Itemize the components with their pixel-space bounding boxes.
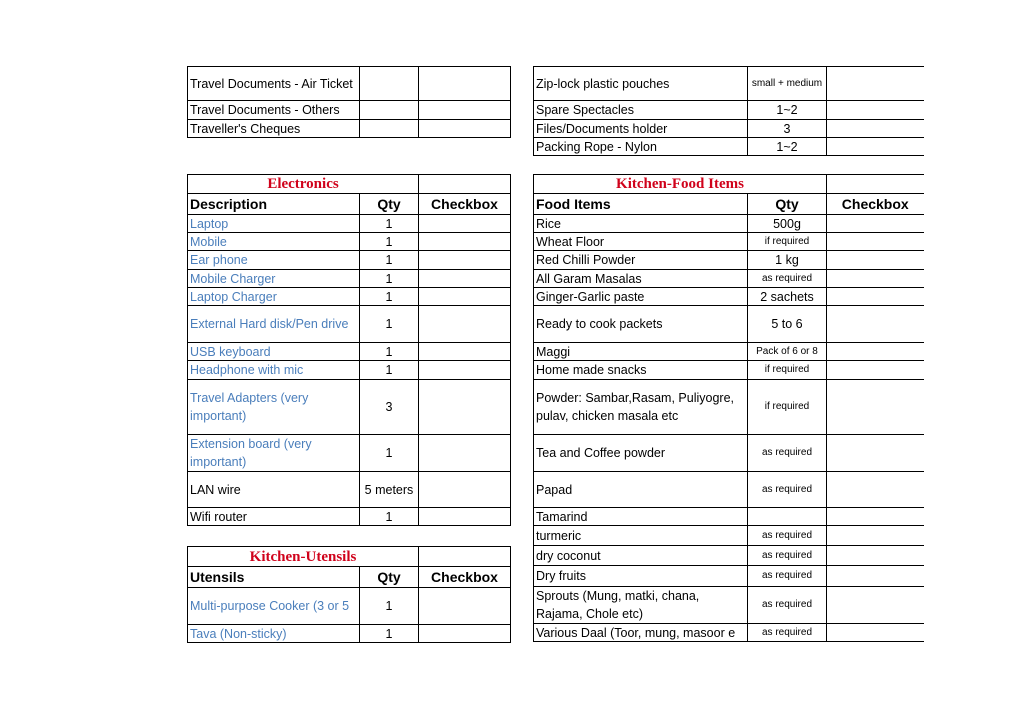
description-cell: Files/Documents holder: [534, 120, 748, 138]
checkbox-cell[interactable]: [827, 215, 924, 233]
checkbox-cell[interactable]: [827, 508, 924, 526]
table-row: [188, 67, 511, 101]
qty-cell: if required: [748, 361, 827, 380]
description-cell: Travel Adapters (very important): [188, 380, 360, 435]
checkbox-cell[interactable]: [827, 233, 924, 251]
kitchen-food-table: [533, 174, 924, 642]
checkbox-cell[interactable]: [419, 101, 511, 120]
table-row: [534, 587, 924, 624]
table-row: [188, 288, 511, 306]
qty-cell: Pack of 6 or 8: [748, 343, 827, 361]
checkbox-cell[interactable]: [419, 67, 511, 101]
description-cell: Spare Spectacles: [534, 101, 748, 120]
qty-cell: if required: [748, 233, 827, 251]
travel-docs-table: [187, 66, 511, 138]
qty-cell: 5 meters: [360, 472, 419, 508]
checkbox-cell[interactable]: [419, 233, 511, 251]
checkbox-cell[interactable]: [827, 435, 924, 472]
table-row: [534, 361, 924, 380]
kitchen-utensils-table: [187, 546, 511, 643]
checkbox-cell[interactable]: [419, 288, 511, 306]
checkbox-cell[interactable]: [419, 343, 511, 361]
table-row: [534, 546, 924, 566]
table-row: [188, 472, 511, 508]
table-row: [188, 233, 511, 251]
qty-cell: 1: [360, 508, 419, 526]
checkbox-cell[interactable]: [827, 343, 924, 361]
checkbox-cell[interactable]: [827, 101, 924, 120]
checkbox-cell[interactable]: [827, 138, 924, 156]
description-cell: LAN wire: [188, 472, 360, 508]
table-row: [188, 588, 511, 625]
table-row: [188, 625, 511, 643]
description-cell: Ginger-Garlic paste: [534, 288, 748, 306]
description-cell: Headphone with mic: [188, 361, 360, 380]
description-header: Food Items: [534, 194, 748, 215]
table-row: [188, 508, 511, 526]
qty-cell: [360, 67, 419, 101]
checkbox-cell[interactable]: [419, 435, 511, 472]
description-cell: Traveller's Cheques: [188, 120, 360, 138]
qty-cell: as required: [748, 566, 827, 587]
qty-cell: 1: [360, 361, 419, 380]
description-cell: Dry fruits: [534, 566, 748, 587]
qty-cell: as required: [748, 270, 827, 288]
table-row: [188, 120, 511, 138]
qty-cell: 1: [360, 233, 419, 251]
description-cell: Papad: [534, 472, 748, 508]
qty-cell: 1: [360, 251, 419, 270]
table-row: [534, 624, 924, 642]
qty-cell: 1 kg: [748, 251, 827, 270]
table-row: [534, 380, 924, 435]
qty-cell: 1: [360, 588, 419, 625]
table-row: [188, 435, 511, 472]
qty-cell: 1: [360, 343, 419, 361]
checkbox-cell[interactable]: [419, 120, 511, 138]
table-row: [188, 215, 511, 233]
checkbox-header: Checkbox: [827, 194, 924, 215]
checkbox-cell[interactable]: [827, 251, 924, 270]
qty-cell: as required: [748, 435, 827, 472]
electronics-table: [187, 174, 511, 526]
description-cell: Powder: Sambar,Rasam, Puliyogre, pulav, chicken masala etc: [534, 380, 748, 435]
qty-cell: 5 to 6: [748, 306, 827, 343]
title-spacer-cell: [827, 175, 924, 194]
description-cell: Sprouts (Mung, matki, chana, Rajama, Chole etc): [534, 587, 748, 624]
table-row: [534, 435, 924, 472]
table-row: [188, 343, 511, 361]
checkbox-cell[interactable]: [827, 546, 924, 566]
section-title-row: [188, 175, 511, 194]
qty-cell: as required: [748, 587, 827, 624]
qty-cell: 1: [360, 270, 419, 288]
table-row: [534, 566, 924, 587]
checkbox-cell[interactable]: [419, 251, 511, 270]
description-header: Utensils: [188, 567, 360, 588]
description-cell: Wifi router: [188, 508, 360, 526]
checkbox-cell[interactable]: [827, 361, 924, 380]
description-cell: Extension board (very important): [188, 435, 360, 472]
description-cell: All Garam Masalas: [534, 270, 748, 288]
qty-cell: 1: [360, 306, 419, 343]
checkbox-cell[interactable]: [827, 288, 924, 306]
description-cell: Ready to cook packets: [534, 306, 748, 343]
checkbox-cell[interactable]: [827, 566, 924, 587]
table-row: [534, 508, 924, 526]
checkbox-cell[interactable]: [827, 67, 924, 101]
checkbox-cell[interactable]: [419, 508, 511, 526]
checkbox-cell[interactable]: [827, 624, 924, 642]
qty-header: Qty: [360, 194, 419, 215]
checkbox-cell[interactable]: [827, 306, 924, 343]
qty-cell: [748, 508, 827, 526]
description-cell: turmeric: [534, 526, 748, 546]
description-cell: Tava (Non-sticky): [188, 625, 360, 643]
checkbox-cell[interactable]: [419, 625, 511, 643]
description-cell: Home made snacks: [534, 361, 748, 380]
checkbox-cell[interactable]: [827, 270, 924, 288]
checkbox-cell[interactable]: [419, 380, 511, 435]
table-row: [188, 251, 511, 270]
title-spacer-cell: [419, 175, 511, 194]
table-row: [534, 233, 924, 251]
qty-cell: as required: [748, 624, 827, 642]
table-row: [534, 526, 924, 546]
description-header: Description: [188, 194, 360, 215]
title-spacer-cell: [419, 547, 511, 567]
checkbox-cell[interactable]: [419, 588, 511, 625]
description-cell: Mobile: [188, 233, 360, 251]
qty-cell: 1: [360, 435, 419, 472]
qty-cell: 1~2: [748, 101, 827, 120]
qty-cell: if required: [748, 380, 827, 435]
checkbox-header: Checkbox: [419, 567, 511, 588]
description-cell: dry coconut: [534, 546, 748, 566]
qty-cell: 1: [360, 625, 419, 643]
description-cell: Red Chilli Powder: [534, 251, 748, 270]
description-cell: Ear phone: [188, 251, 360, 270]
kitchen-food-title: Kitchen-Food Items: [534, 175, 827, 194]
checkbox-header: Checkbox: [419, 194, 511, 215]
qty-cell: 500g: [748, 215, 827, 233]
qty-header: Qty: [360, 567, 419, 588]
description-cell: Tea and Coffee powder: [534, 435, 748, 472]
qty-cell: [360, 120, 419, 138]
table-row: [534, 288, 924, 306]
table-row: [188, 306, 511, 343]
qty-cell: as required: [748, 546, 827, 566]
qty-cell: 3: [748, 120, 827, 138]
table-row: [534, 138, 924, 156]
description-cell: Tamarind: [534, 508, 748, 526]
table-row: [534, 472, 924, 508]
description-cell: Maggi: [534, 343, 748, 361]
table-row: [534, 343, 924, 361]
table-row: [188, 380, 511, 435]
table-row: [534, 251, 924, 270]
electronics-title: Electronics: [188, 175, 419, 194]
checkbox-cell[interactable]: [827, 526, 924, 546]
packing-table: [533, 66, 924, 156]
checkbox-cell[interactable]: [419, 306, 511, 343]
table-row: [188, 361, 511, 380]
description-cell: Rice: [534, 215, 748, 233]
table-row: [534, 101, 924, 120]
table-row: [534, 67, 924, 101]
description-cell: Various Daal (Toor, mung, masoor e: [534, 624, 748, 642]
checkbox-cell[interactable]: [827, 120, 924, 138]
section-title-row: [534, 175, 924, 194]
qty-cell: 1: [360, 215, 419, 233]
checkbox-cell[interactable]: [827, 472, 924, 508]
description-cell: Laptop Charger: [188, 288, 360, 306]
description-cell: Packing Rope - Nylon: [534, 138, 748, 156]
section-title-row: [188, 547, 511, 567]
description-cell: Laptop: [188, 215, 360, 233]
description-cell: Wheat Floor: [534, 233, 748, 251]
qty-cell: as required: [748, 472, 827, 508]
description-cell: Zip-lock plastic pouches: [534, 67, 748, 101]
description-cell: Multi-purpose Cooker (3 or 5: [188, 588, 360, 625]
checkbox-cell[interactable]: [419, 361, 511, 380]
checkbox-cell[interactable]: [827, 380, 924, 435]
qty-cell: as required: [748, 526, 827, 546]
table-row: [534, 270, 924, 288]
description-cell: Travel Documents - Others: [188, 101, 360, 120]
qty-cell: 1: [360, 288, 419, 306]
kitchen-utensils-title: Kitchen-Utensils: [188, 547, 419, 567]
qty-header: Qty: [748, 194, 827, 215]
checkbox-cell[interactable]: [419, 270, 511, 288]
description-cell: Mobile Charger: [188, 270, 360, 288]
qty-cell: [360, 101, 419, 120]
header-row: [188, 567, 511, 588]
table-row: [188, 101, 511, 120]
description-cell: External Hard disk/Pen drive: [188, 306, 360, 343]
qty-cell: 2 sachets: [748, 288, 827, 306]
description-cell: Travel Documents - Air Ticket: [188, 67, 360, 101]
checkbox-cell[interactable]: [419, 215, 511, 233]
table-row: [534, 306, 924, 343]
qty-cell: 3: [360, 380, 419, 435]
checkbox-cell[interactable]: [419, 472, 511, 508]
qty-cell: small + medium: [748, 67, 827, 101]
table-row: [534, 120, 924, 138]
table-row: [188, 270, 511, 288]
header-row: [534, 194, 924, 215]
description-cell: USB keyboard: [188, 343, 360, 361]
header-row: [188, 194, 511, 215]
qty-cell: 1~2: [748, 138, 827, 156]
checkbox-cell[interactable]: [827, 587, 924, 624]
table-row: [534, 215, 924, 233]
